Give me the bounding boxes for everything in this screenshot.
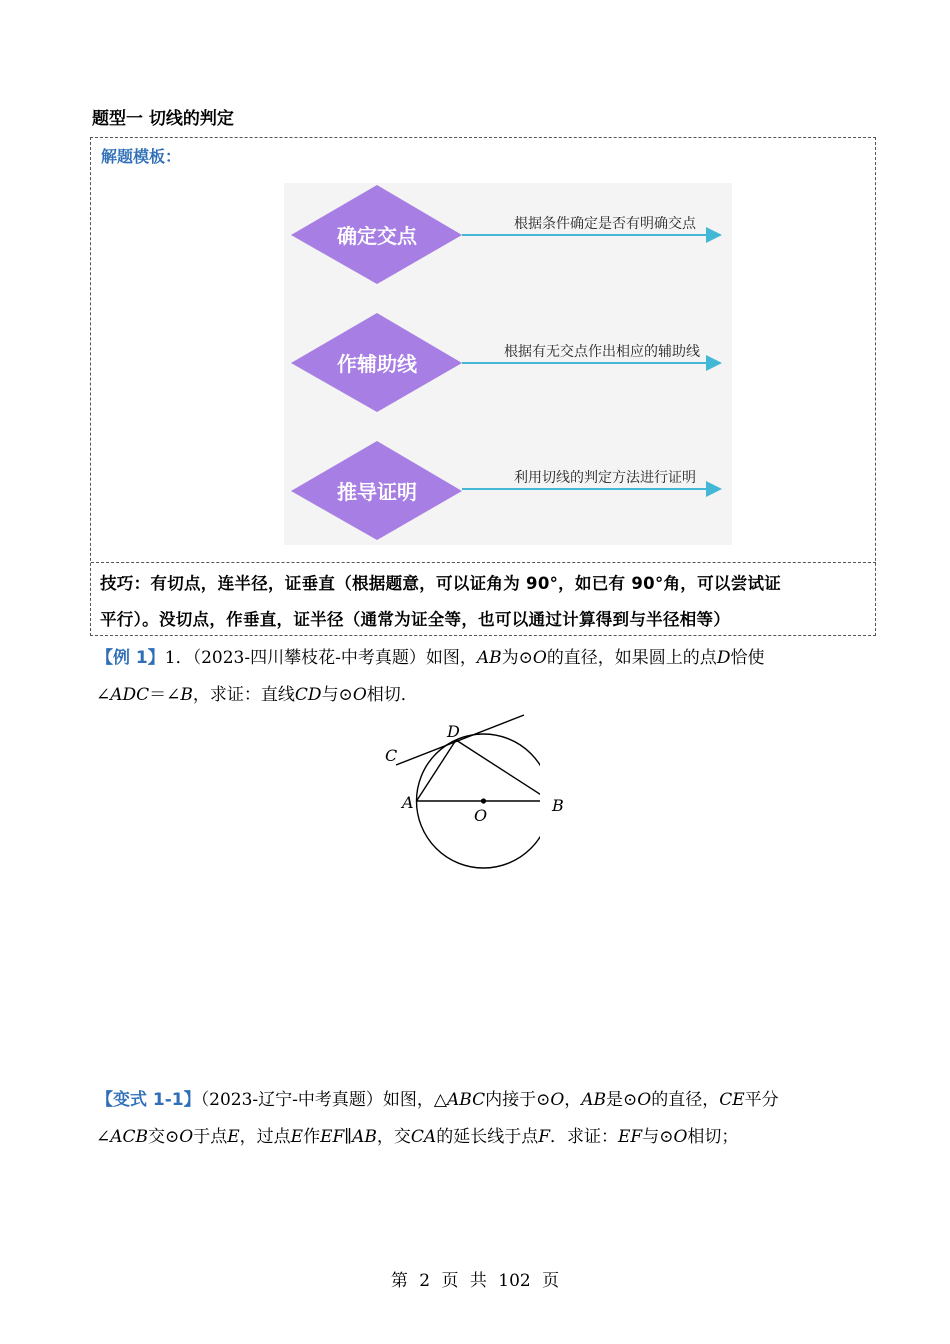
example-1-tag: 【例 1】: [96, 648, 165, 668]
method-flowchart: [284, 183, 732, 545]
page-footer: 第 2 页 共 102 页: [390, 1271, 560, 1291]
example-1-line-1: 【例 1】1．（2023-四川攀枝花-中考真题）如图，AB为⊙O的直径，如果圆上的点D恰使: [96, 648, 765, 668]
label-b: B: [552, 796, 564, 815]
tangent-line-cd: [396, 715, 524, 765]
label-c: C: [385, 746, 398, 765]
variant-1-1-line-2: ∠ACB交⊙O于点E，过点E作EF∥AB，交CA的延长线于点F．求证：EF与⊙O相切；: [96, 1127, 739, 1147]
label-o: O: [474, 806, 488, 825]
flow-desc-3: 利用切线的判定方法进行证明: [514, 470, 696, 486]
flow-desc-2: 根据有无交点作出相应的辅助线: [504, 344, 700, 360]
flow-step-2: 作辅助线: [337, 352, 417, 376]
chord-db: [456, 740, 540, 801]
variant-1-1-tag: 【变式 1-1】: [96, 1090, 201, 1110]
circle-tangent-figure: [380, 710, 540, 875]
template-divider: [91, 562, 876, 563]
template-label: 解题模板：: [101, 147, 182, 166]
example-1-line-2: ∠ADC＝∠B，求证：直线CD与⊙O相切．: [96, 685, 418, 705]
center-dot: [481, 798, 486, 803]
flow-step-1: 确定交点: [337, 224, 417, 248]
flow-step-3: 推导证明: [337, 480, 417, 504]
variant-1-1-line-1: 【变式 1-1】（2023-辽宁-中考真题）如图，△ABC内接于⊙O，AB是⊙O的直径，CE平分: [96, 1090, 779, 1110]
label-d: D: [447, 722, 460, 741]
flow-desc-1: 根据条件确定是否有明确交点: [514, 216, 696, 232]
tip-line-2: 平行）。没切点，作垂直，证半径（通常为证全等，也可以通过计算得到与半径相等）: [100, 610, 731, 629]
label-a: A: [402, 793, 414, 812]
section-title: 题型一 切线的判定: [92, 109, 234, 129]
tip-line-1: 技巧：有切点，连半径，证垂直（根据题意，可以证角为 90°，如已有 90°角，可以尝试证: [100, 574, 782, 593]
